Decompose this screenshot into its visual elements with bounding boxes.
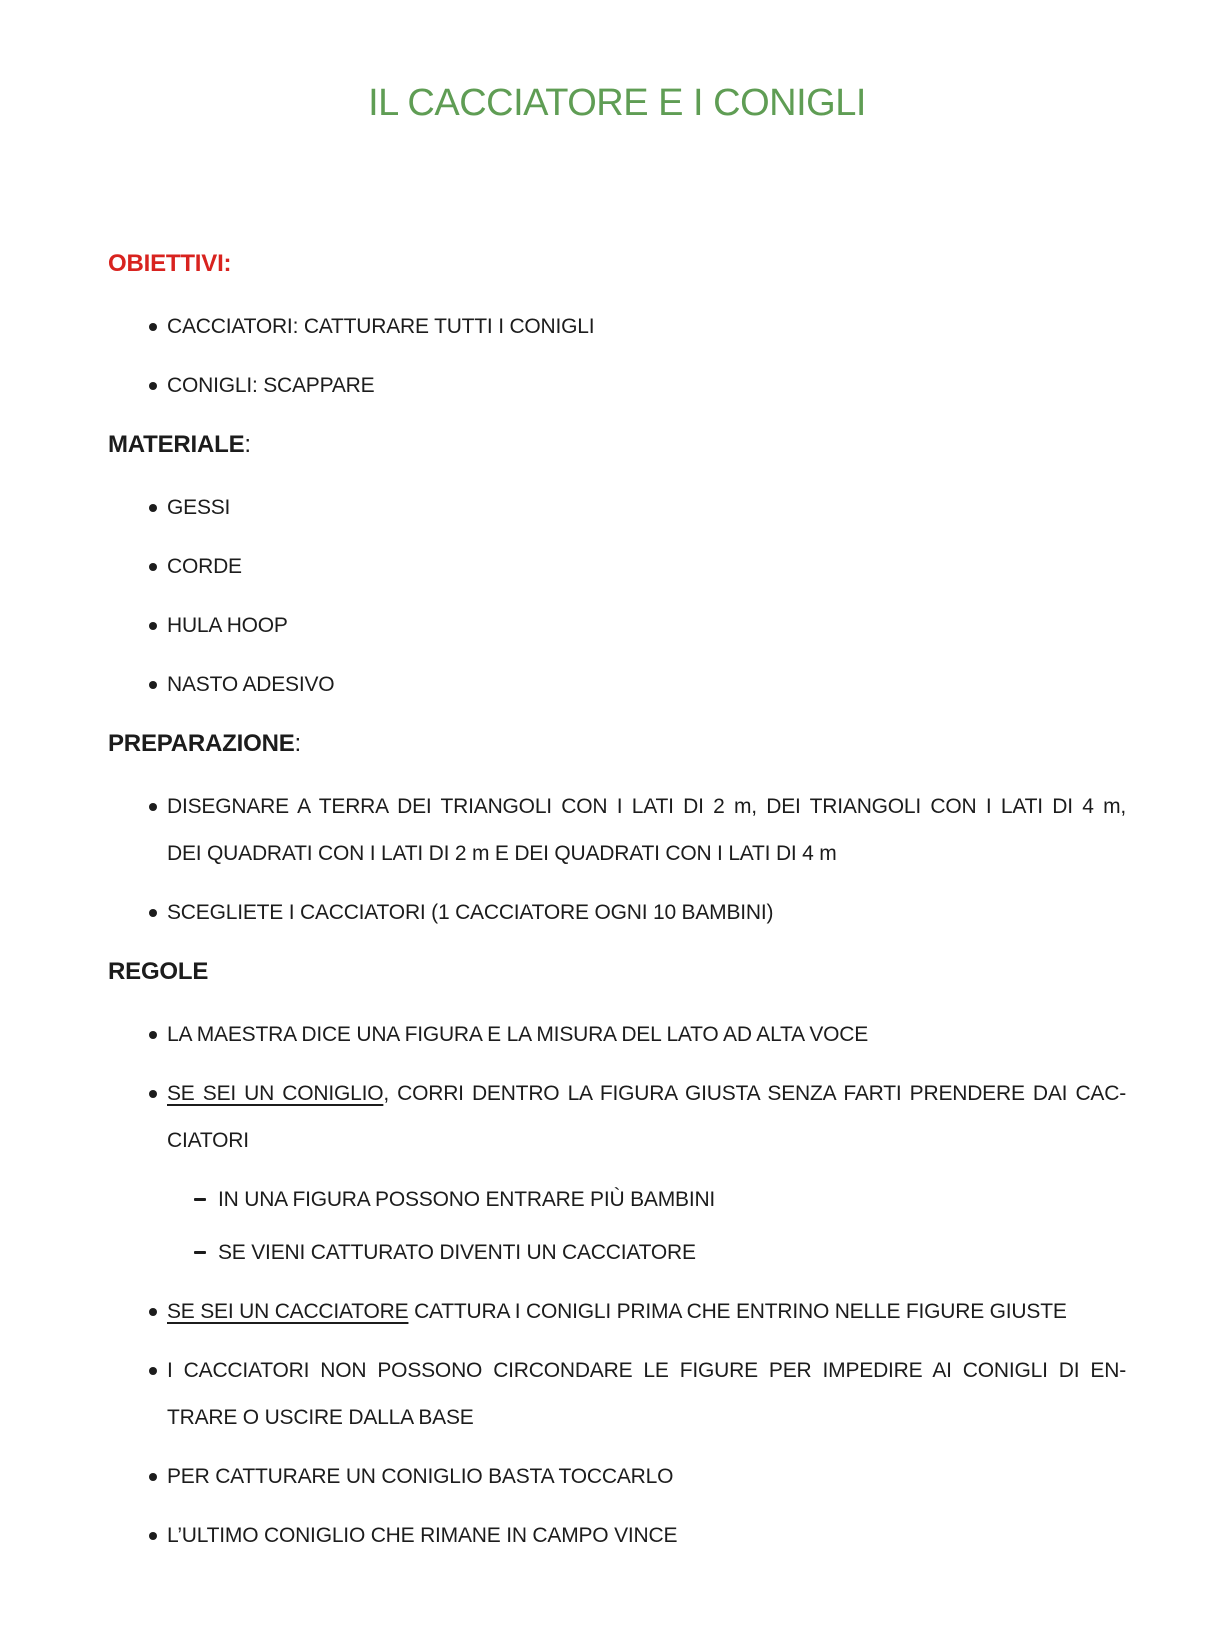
bullet-text: LA MAESTRA DICE UNA FIGURA E LA MISURA DEL LATO AD ALTA VOCE (167, 1023, 869, 1046)
bullet-text: CONIGLI: SCAPPARE (167, 374, 375, 397)
bullet-marker (149, 803, 157, 811)
bullet-text: HULA HOOP (167, 614, 288, 637)
bullet-text: CORDE (167, 555, 242, 578)
bullet-text: , CORRI DENTRO LA FIGURA GIUSTA SENZA FARTI PRENDERE DAI CAC- (383, 1082, 1127, 1105)
sub-bullet-item-1 (108, 1176, 1126, 1223)
heading-text: PREPARAZIONE (108, 730, 295, 757)
bullet-text (167, 1300, 1067, 1323)
bullet-marker (149, 909, 157, 917)
bullet-text-rest: CATTURA I CONIGLI PRIMA CHE ENTRINO NELLE FIGURE GIUSTE (408, 1300, 1067, 1323)
dash-marker (194, 1251, 206, 1254)
bullet-marker (149, 1367, 157, 1375)
page-title: IL CACCIATORE E I CONIGLI (368, 82, 866, 124)
bullet-text: CACCIATORI: CATTURARE TUTTI I CONIGLI (167, 315, 595, 338)
bullet-marker (149, 1473, 157, 1481)
sub-bullet-item-2 (108, 1229, 1126, 1276)
dash-marker (194, 1198, 206, 1201)
bullet-item-materiale-4 (108, 661, 1126, 708)
bullet-text: I CACCIATORI NON POSSONO CIRCONDARE LE FIGURE PER IMPEDIRE AI CONIGLI DI EN- (167, 1359, 1126, 1382)
bullet-marker (149, 622, 157, 630)
underlined-text: SE SEI UN CONIGLIO (167, 1082, 384, 1105)
bullet-item-preparazione-1 (108, 783, 1126, 877)
bullet-marker (149, 1308, 157, 1316)
bullet-item-regole-4 (108, 1347, 1126, 1441)
bullet-marker (149, 563, 157, 571)
bullet-item-preparazione-2 (108, 889, 1126, 936)
bullet-text-line2: CIATORI (167, 1129, 249, 1152)
bullet-text: PER CATTURARE UN CONIGLIO BASTA TOCCARLO (167, 1465, 674, 1488)
bullet-marker (149, 1031, 157, 1039)
heading-materiale (108, 421, 1126, 468)
heading-colon: : (294, 730, 301, 757)
sub-bullet-text: IN UNA FIGURA POSSONO ENTRARE PIÙ BAMBINI (218, 1188, 716, 1211)
bullet-text-line1 (167, 1347, 1126, 1394)
bullet-item-obiettivi-2 (108, 362, 1126, 409)
bullet-text: DISEGNARE A TERRA DEI TRIANGOLI CON I LATI DI 2 m, DEI TRIANGOLI CON I LATI DI 4 m, (167, 795, 1126, 818)
bullet-text-line2: TRARE O USCIRE DALLA BASE (167, 1406, 474, 1429)
bullet-item-obiettivi-1 (108, 303, 1126, 350)
bullet-item-regole-2 (108, 1070, 1126, 1164)
bullet-item-regole-5 (108, 1453, 1126, 1500)
heading-colon: : (244, 431, 251, 458)
bullet-item-materiale-2 (108, 543, 1126, 590)
bullet-text-line1 (167, 1070, 1126, 1117)
bullet-marker (149, 681, 157, 689)
sub-bullet-text: SE VIENI CATTURATO DIVENTI UN CACCIATORE (218, 1241, 696, 1264)
heading-preparazione (108, 720, 1126, 767)
bullet-text: NASTO ADESIVO (167, 673, 335, 696)
bullet-text: GESSI (167, 496, 231, 519)
underlined-text: SE SEI UN CACCIATORE (167, 1300, 409, 1323)
bullet-item-regole-3 (108, 1288, 1126, 1335)
bullet-marker (149, 323, 157, 331)
bullet-marker (149, 1090, 157, 1098)
bullet-text: L’ULTIMO CONIGLIO CHE RIMANE IN CAMPO VINCE (167, 1524, 678, 1547)
bullet-text-line2: DEI QUADRATI CON I LATI DI 2 m E DEI QUADRATI CON I LATI DI 4 m (167, 842, 837, 865)
bullet-marker (149, 382, 157, 390)
bullet-item-regole-6 (108, 1512, 1126, 1559)
bullet-item-materiale-3 (108, 602, 1126, 649)
heading-obiettivi: OBIETTIVI: (108, 250, 232, 277)
heading-regole: REGOLE (108, 958, 209, 985)
bullet-item-regole-1 (108, 1011, 1126, 1058)
heading-text: MATERIALE (108, 431, 245, 458)
bullet-text: SCEGLIETE I CACCIATORI (1 CACCIATORE OGNI 10 BAMBINI) (167, 901, 774, 924)
bullet-item-materiale-1 (108, 484, 1126, 531)
bullet-marker (149, 504, 157, 512)
bullet-marker (149, 1532, 157, 1540)
bullet-text-line1 (167, 783, 1126, 830)
